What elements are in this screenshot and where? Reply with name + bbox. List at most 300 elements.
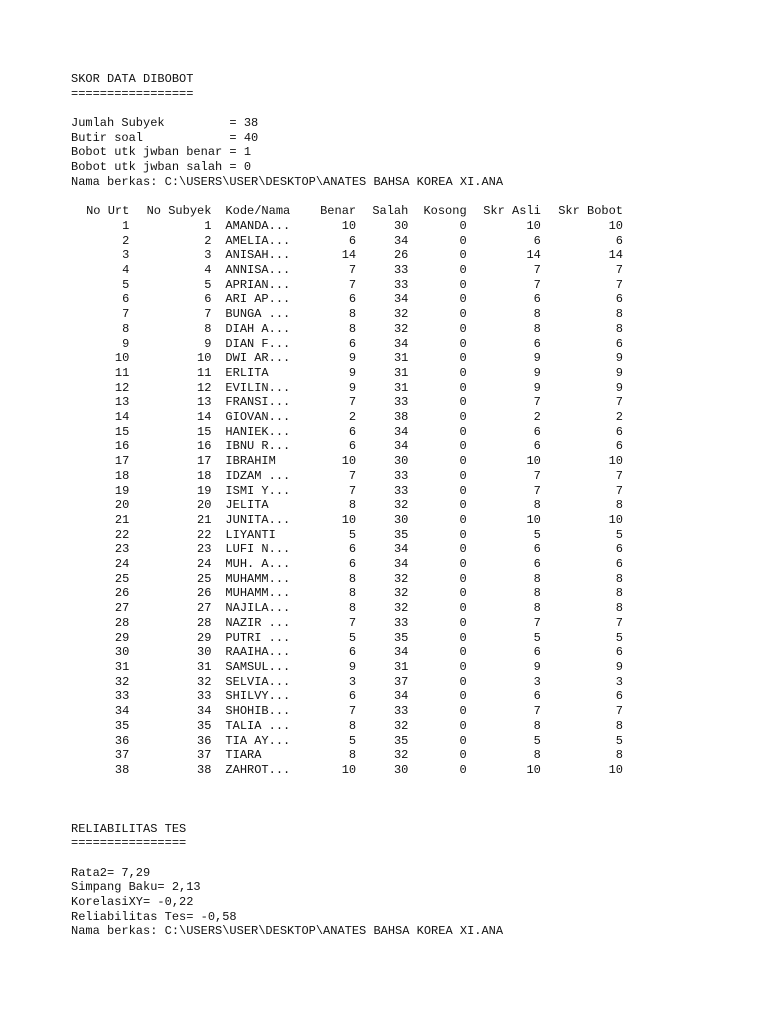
cell-no-subyek: 11 bbox=[197, 365, 212, 380]
table-row bbox=[71, 248, 623, 263]
cell-skr-asli: 3 bbox=[533, 674, 541, 689]
cell-skr-bobot: 7 bbox=[615, 263, 623, 277]
table-row bbox=[71, 631, 623, 646]
cell-no-subyek: 17 bbox=[197, 454, 212, 469]
table-row bbox=[71, 425, 623, 440]
cell-no-urt: 15 bbox=[114, 424, 130, 439]
table-row bbox=[71, 719, 623, 734]
cell-kode-nama: EVILIN... bbox=[225, 380, 291, 395]
cell-benar: 8 bbox=[348, 748, 357, 763]
reliabilitas-stats bbox=[71, 866, 671, 939]
cell-skr-asli: 7 bbox=[533, 615, 541, 630]
cell-no-urt: 7 bbox=[122, 307, 130, 322]
cell-skr-bobot: 7 bbox=[615, 277, 623, 292]
cell-skr-bobot: 6 bbox=[615, 689, 623, 704]
cell-no-urt: 10 bbox=[114, 351, 130, 366]
cell-benar: 6 bbox=[348, 557, 357, 572]
cell-no-subyek: 32 bbox=[197, 674, 212, 689]
cell-kode-nama: IDZAM ... bbox=[225, 468, 291, 483]
cell-kosong: 0 bbox=[459, 542, 467, 557]
cell-no-urt: 5 bbox=[122, 277, 130, 292]
cell-kode-nama: NAZIR ... bbox=[225, 615, 291, 630]
table-row bbox=[71, 660, 623, 675]
table-row bbox=[71, 704, 623, 719]
cell-skr-bobot: 5 bbox=[615, 630, 623, 645]
cell-no-subyek: 36 bbox=[197, 733, 212, 748]
cell-salah: 30 bbox=[393, 454, 409, 469]
cell-no-subyek: 29 bbox=[197, 630, 212, 645]
cell-kosong: 0 bbox=[459, 733, 467, 748]
meta-butir-soal: Butir soal = 40 bbox=[71, 130, 259, 145]
cell-skr-asli: 5 bbox=[533, 630, 541, 645]
cell-kosong: 0 bbox=[459, 762, 467, 777]
cell-no-urt: 21 bbox=[114, 512, 130, 527]
cell-no-urt: 17 bbox=[114, 454, 130, 469]
table-row bbox=[71, 263, 623, 278]
table-row bbox=[71, 601, 623, 616]
cell-skr-asli: 14 bbox=[526, 248, 541, 263]
cell-benar: 7 bbox=[348, 395, 357, 410]
cell-kosong: 0 bbox=[459, 321, 467, 336]
cell-kosong: 0 bbox=[459, 630, 467, 645]
header-no-urt: No Urt bbox=[86, 204, 130, 219]
cell-kosong: 0 bbox=[459, 483, 467, 498]
cell-skr-asli: 5 bbox=[533, 527, 541, 542]
table-row bbox=[71, 484, 623, 499]
cell-no-urt: 3 bbox=[122, 248, 130, 263]
cell-kosong: 0 bbox=[459, 439, 467, 454]
cell-no-subyek: 20 bbox=[197, 498, 212, 513]
cell-no-urt: 12 bbox=[114, 380, 130, 395]
cell-no-subyek: 19 bbox=[197, 483, 212, 498]
cell-no-subyek: 9 bbox=[204, 336, 212, 351]
cell-salah: 31 bbox=[393, 351, 409, 366]
cell-skr-bobot: 8 bbox=[615, 586, 623, 601]
cell-kode-nama: ARI AP... bbox=[225, 292, 291, 307]
cell-kosong: 0 bbox=[459, 233, 467, 248]
score-table-body bbox=[71, 219, 623, 778]
cell-no-subyek: 31 bbox=[197, 659, 212, 674]
cell-kode-nama: GIOVAN... bbox=[225, 410, 291, 425]
table-row bbox=[71, 572, 623, 587]
cell-benar: 10 bbox=[341, 454, 357, 469]
cell-no-subyek: 2 bbox=[204, 233, 212, 248]
cell-skr-bobot: 6 bbox=[615, 542, 623, 557]
header-benar: Benar bbox=[320, 204, 357, 219]
cell-benar: 8 bbox=[348, 321, 357, 336]
cell-salah: 32 bbox=[393, 571, 409, 586]
cell-benar: 7 bbox=[348, 468, 357, 483]
stat-simpang-baku: Simpang Baku= 2,13 bbox=[71, 880, 201, 895]
cell-no-urt: 4 bbox=[122, 263, 130, 277]
cell-no-urt: 9 bbox=[122, 336, 130, 351]
cell-no-subyek: 28 bbox=[197, 615, 212, 630]
cell-salah: 35 bbox=[393, 733, 409, 748]
cell-skr-asli: 2 bbox=[533, 410, 541, 425]
cell-no-urt: 14 bbox=[114, 410, 130, 425]
cell-no-subyek: 21 bbox=[197, 512, 212, 527]
table-row bbox=[71, 498, 623, 513]
cell-skr-asli: 7 bbox=[533, 483, 541, 498]
cell-skr-bobot: 8 bbox=[615, 307, 623, 322]
section-title-reliabilitas: RELIABILITAS TES bbox=[71, 821, 187, 836]
table-row bbox=[71, 675, 623, 690]
cell-no-urt: 28 bbox=[114, 615, 130, 630]
cell-no-subyek: 10 bbox=[197, 351, 212, 366]
cell-salah: 32 bbox=[393, 321, 409, 336]
header-kode-nama: Kode/Nama bbox=[225, 204, 291, 219]
cell-no-urt: 8 bbox=[122, 321, 130, 336]
cell-no-subyek: 37 bbox=[197, 748, 212, 763]
cell-salah: 34 bbox=[393, 645, 409, 660]
cell-no-urt: 13 bbox=[114, 395, 130, 410]
cell-benar: 7 bbox=[348, 615, 357, 630]
cell-kode-nama: IBNU R... bbox=[225, 439, 291, 454]
cell-salah: 32 bbox=[393, 748, 409, 763]
cell-kode-nama: JUNITA... bbox=[225, 512, 291, 527]
cell-no-subyek: 23 bbox=[197, 542, 212, 557]
header-kosong: Kosong bbox=[423, 204, 467, 219]
cell-kosong: 0 bbox=[459, 395, 467, 410]
cell-skr-bobot: 6 bbox=[615, 233, 623, 248]
cell-kosong: 0 bbox=[459, 336, 467, 351]
cell-kode-nama: AMELIA... bbox=[225, 233, 291, 248]
cell-no-subyek: 6 bbox=[204, 292, 212, 307]
cell-skr-bobot: 7 bbox=[615, 468, 623, 483]
cell-kode-nama: APRIAN... bbox=[225, 277, 291, 292]
cell-kosong: 0 bbox=[459, 689, 467, 704]
cell-salah: 38 bbox=[393, 410, 409, 425]
table-row bbox=[71, 557, 623, 572]
cell-benar: 6 bbox=[348, 645, 357, 660]
cell-skr-asli: 10 bbox=[526, 512, 541, 527]
cell-skr-bobot: 8 bbox=[615, 601, 623, 616]
cell-benar: 6 bbox=[348, 292, 357, 307]
cell-kode-nama: SHILVY... bbox=[225, 689, 291, 704]
cell-kode-nama: MUH. A... bbox=[225, 557, 291, 572]
cell-salah: 33 bbox=[393, 615, 409, 630]
cell-benar: 9 bbox=[348, 351, 357, 366]
cell-kode-nama: ERLITA bbox=[225, 365, 269, 380]
cell-skr-bobot: 7 bbox=[615, 615, 623, 630]
cell-salah: 34 bbox=[393, 557, 409, 572]
cell-kosong: 0 bbox=[459, 601, 467, 616]
cell-kode-nama: DWI AR... bbox=[225, 351, 291, 366]
cell-kode-nama: IBRAHIM bbox=[225, 454, 276, 469]
cell-salah: 34 bbox=[393, 542, 409, 557]
cell-benar: 7 bbox=[348, 483, 357, 498]
cell-kode-nama: LIYANTI bbox=[225, 527, 276, 542]
table-row bbox=[71, 381, 623, 396]
cell-skr-bobot: 8 bbox=[615, 571, 623, 586]
cell-skr-asli: 10 bbox=[526, 218, 541, 233]
table-row bbox=[71, 292, 623, 307]
cell-skr-bobot: 2 bbox=[615, 410, 623, 425]
cell-kode-nama: DIAH A... bbox=[225, 321, 291, 336]
cell-no-urt: 22 bbox=[114, 527, 130, 542]
table-row bbox=[71, 689, 623, 704]
section-title-skor: SKOR DATA DIBOBOT bbox=[71, 72, 194, 86]
cell-salah: 31 bbox=[393, 380, 409, 395]
cell-kosong: 0 bbox=[459, 351, 467, 366]
cell-skr-asli: 6 bbox=[533, 292, 541, 307]
cell-kode-nama: SELVIA... bbox=[225, 674, 291, 689]
cell-benar: 5 bbox=[348, 630, 357, 645]
cell-no-urt: 1 bbox=[122, 218, 130, 233]
cell-no-urt: 29 bbox=[114, 630, 130, 645]
cell-kosong: 0 bbox=[459, 263, 467, 277]
cell-no-subyek: 25 bbox=[197, 571, 212, 586]
cell-skr-asli: 6 bbox=[533, 233, 541, 248]
cell-kode-nama: PUTRI ... bbox=[225, 630, 291, 645]
cell-no-subyek: 30 bbox=[197, 645, 212, 660]
cell-kode-nama: MUHAMM... bbox=[225, 571, 291, 586]
cell-no-urt: 20 bbox=[114, 498, 130, 513]
table-row bbox=[71, 528, 623, 543]
cell-kosong: 0 bbox=[459, 718, 467, 733]
cell-salah: 35 bbox=[393, 527, 409, 542]
cell-no-urt: 16 bbox=[114, 439, 130, 454]
cell-benar: 3 bbox=[348, 674, 357, 689]
cell-salah: 37 bbox=[393, 674, 409, 689]
cell-kosong: 0 bbox=[459, 645, 467, 660]
cell-salah: 33 bbox=[393, 483, 409, 498]
cell-benar: 6 bbox=[348, 542, 357, 557]
cell-salah: 32 bbox=[393, 586, 409, 601]
table-row bbox=[71, 586, 623, 601]
cell-skr-bobot: 6 bbox=[615, 424, 623, 439]
cell-no-subyek: 38 bbox=[197, 762, 212, 777]
cell-kode-nama: AMANDA... bbox=[225, 218, 291, 233]
stat-nama-berkas: Nama berkas: C:\USERS\USER\DESKTOP\ANATES BAHSA KOREA XI.ANA bbox=[71, 924, 504, 939]
table-row bbox=[71, 219, 623, 234]
cell-skr-asli: 8 bbox=[533, 571, 541, 586]
cell-skr-asli: 6 bbox=[533, 336, 541, 351]
cell-no-urt: 24 bbox=[114, 557, 130, 572]
header-skr-bobot: Skr Bobot bbox=[558, 204, 623, 219]
cell-skr-bobot: 8 bbox=[615, 498, 623, 513]
cell-kode-nama: ANNISA... bbox=[225, 263, 291, 277]
cell-no-subyek: 4 bbox=[204, 263, 212, 277]
stat-rata2: Rata2= 7,29 bbox=[71, 865, 151, 880]
table-row bbox=[71, 234, 623, 249]
cell-kode-nama: JELITA bbox=[225, 498, 269, 513]
cell-skr-asli: 8 bbox=[533, 601, 541, 616]
cell-skr-asli: 8 bbox=[533, 586, 541, 601]
cell-no-subyek: 15 bbox=[197, 424, 212, 439]
cell-no-subyek: 22 bbox=[197, 527, 212, 542]
cell-no-subyek: 33 bbox=[197, 689, 212, 704]
cell-skr-bobot: 9 bbox=[615, 351, 623, 366]
cell-benar: 6 bbox=[348, 424, 357, 439]
meta-nama-berkas: Nama berkas: C:\USERS\USER\DESKTOP\ANATES BAHSA KOREA XI.ANA bbox=[71, 174, 504, 189]
cell-skr-bobot: 14 bbox=[608, 248, 623, 263]
cell-no-urt: 23 bbox=[114, 542, 130, 557]
cell-skr-bobot: 8 bbox=[615, 748, 623, 763]
cell-skr-bobot: 9 bbox=[615, 659, 623, 674]
cell-kosong: 0 bbox=[459, 468, 467, 483]
meta-jumlah-subyek: Jumlah Subyek = 38 bbox=[71, 116, 259, 131]
cell-salah: 30 bbox=[393, 762, 409, 777]
cell-skr-asli: 6 bbox=[533, 424, 541, 439]
cell-no-subyek: 14 bbox=[197, 410, 212, 425]
cell-no-subyek: 12 bbox=[197, 380, 212, 395]
table-row bbox=[71, 469, 623, 484]
cell-skr-asli: 9 bbox=[533, 351, 541, 366]
cell-skr-asli: 6 bbox=[533, 542, 541, 557]
cell-salah: 32 bbox=[393, 498, 409, 513]
cell-skr-bobot: 5 bbox=[615, 527, 623, 542]
table-row bbox=[71, 542, 623, 557]
cell-no-urt: 30 bbox=[114, 645, 130, 660]
cell-benar: 6 bbox=[348, 336, 357, 351]
score-table bbox=[71, 204, 623, 777]
cell-no-subyek: 35 bbox=[197, 718, 212, 733]
header-skr-asli: Skr Asli bbox=[483, 204, 541, 219]
cell-salah: 32 bbox=[393, 718, 409, 733]
cell-skr-asli: 9 bbox=[533, 659, 541, 674]
cell-skr-asli: 7 bbox=[533, 395, 541, 410]
table-row bbox=[71, 439, 623, 454]
table-row bbox=[71, 395, 623, 410]
cell-skr-asli: 6 bbox=[533, 645, 541, 660]
cell-kode-nama: SAMSUL... bbox=[225, 659, 291, 674]
cell-skr-bobot: 8 bbox=[615, 718, 623, 733]
cell-benar: 10 bbox=[341, 512, 357, 527]
stat-korelasi-xy: KorelasiXY= -0,22 bbox=[71, 895, 194, 910]
cell-skr-asli: 6 bbox=[533, 439, 541, 454]
cell-skr-bobot: 8 bbox=[615, 321, 623, 336]
cell-salah: 32 bbox=[393, 601, 409, 616]
cell-skr-bobot: 10 bbox=[608, 762, 623, 777]
cell-no-subyek: 16 bbox=[197, 439, 212, 454]
cell-skr-asli: 6 bbox=[533, 557, 541, 572]
cell-salah: 33 bbox=[393, 468, 409, 483]
cell-no-subyek: 26 bbox=[197, 586, 212, 601]
cell-salah: 31 bbox=[393, 365, 409, 380]
cell-benar: 6 bbox=[348, 233, 357, 248]
cell-salah: 33 bbox=[393, 704, 409, 719]
cell-skr-asli: 7 bbox=[533, 263, 541, 277]
cell-kosong: 0 bbox=[459, 615, 467, 630]
cell-kosong: 0 bbox=[459, 527, 467, 542]
table-row bbox=[71, 513, 623, 528]
cell-skr-bobot: 9 bbox=[615, 365, 623, 380]
cell-kode-nama: TIA AY... bbox=[225, 733, 291, 748]
cell-no-urt: 2 bbox=[122, 233, 130, 248]
cell-kosong: 0 bbox=[459, 410, 467, 425]
cell-benar: 5 bbox=[348, 733, 357, 748]
table-row bbox=[71, 351, 623, 366]
cell-salah: 26 bbox=[393, 248, 409, 263]
cell-no-subyek: 7 bbox=[204, 307, 212, 322]
cell-kosong: 0 bbox=[459, 292, 467, 307]
cell-kosong: 0 bbox=[459, 380, 467, 395]
cell-kosong: 0 bbox=[459, 748, 467, 763]
section-underline-reliabilitas: ================ bbox=[71, 836, 187, 851]
cell-kosong: 0 bbox=[459, 586, 467, 601]
cell-no-subyek: 3 bbox=[204, 248, 212, 263]
cell-salah: 34 bbox=[393, 424, 409, 439]
cell-benar: 8 bbox=[348, 586, 357, 601]
cell-no-subyek: 24 bbox=[197, 557, 212, 572]
cell-benar: 10 bbox=[341, 762, 357, 777]
cell-benar: 8 bbox=[348, 498, 357, 513]
table-row bbox=[71, 748, 623, 763]
cell-benar: 8 bbox=[348, 601, 357, 616]
cell-kode-nama: ANISAH... bbox=[225, 248, 291, 263]
cell-kode-nama: ISMI Y... bbox=[225, 483, 291, 498]
cell-skr-asli: 7 bbox=[533, 468, 541, 483]
cell-kosong: 0 bbox=[459, 704, 467, 719]
cell-no-urt: 26 bbox=[114, 586, 130, 601]
cell-no-subyek: 34 bbox=[197, 704, 212, 719]
cell-skr-asli: 5 bbox=[533, 733, 541, 748]
cell-no-urt: 32 bbox=[114, 674, 130, 689]
cell-salah: 30 bbox=[393, 218, 409, 233]
cell-kosong: 0 bbox=[459, 424, 467, 439]
cell-kosong: 0 bbox=[459, 307, 467, 322]
cell-kosong: 0 bbox=[459, 571, 467, 586]
cell-benar: 5 bbox=[348, 527, 357, 542]
cell-kode-nama: DIAN F... bbox=[225, 336, 291, 351]
cell-kosong: 0 bbox=[459, 557, 467, 572]
cell-salah: 33 bbox=[393, 395, 409, 410]
cell-skr-asli: 10 bbox=[526, 762, 541, 777]
cell-no-subyek: 13 bbox=[197, 395, 212, 410]
cell-benar: 8 bbox=[348, 307, 357, 322]
cell-no-urt: 37 bbox=[114, 748, 130, 763]
cell-no-urt: 27 bbox=[114, 601, 130, 616]
cell-benar: 6 bbox=[348, 689, 357, 704]
meta-bobot-benar: Bobot utk jwban benar = 1 bbox=[71, 145, 252, 160]
cell-no-subyek: 18 bbox=[197, 468, 212, 483]
cell-benar: 9 bbox=[348, 380, 357, 395]
cell-benar: 6 bbox=[348, 439, 357, 454]
cell-kode-nama: MUHAMM... bbox=[225, 586, 291, 601]
cell-skr-asli: 8 bbox=[533, 321, 541, 336]
cell-benar: 10 bbox=[341, 218, 357, 233]
cell-kode-nama: SHOHIB... bbox=[225, 704, 291, 719]
cell-no-urt: 38 bbox=[114, 762, 130, 777]
header-salah: Salah bbox=[372, 204, 409, 219]
cell-skr-asli: 9 bbox=[533, 365, 541, 380]
cell-kosong: 0 bbox=[459, 498, 467, 513]
table-row bbox=[71, 337, 623, 352]
document-page bbox=[71, 72, 671, 939]
cell-salah: 34 bbox=[393, 439, 409, 454]
cell-kode-nama: LUFI N... bbox=[225, 542, 291, 557]
stat-reliabilitas-tes: Reliabilitas Tes= -0,58 bbox=[71, 909, 237, 924]
cell-kode-nama: ZAHROT... bbox=[225, 762, 291, 777]
cell-no-subyek: 5 bbox=[204, 277, 212, 292]
cell-kode-nama: NAJILA... bbox=[225, 601, 291, 616]
cell-kode-nama: RAAIHA... bbox=[225, 645, 291, 660]
cell-no-subyek: 27 bbox=[197, 601, 212, 616]
cell-skr-bobot: 10 bbox=[608, 512, 623, 527]
cell-skr-bobot: 7 bbox=[615, 483, 623, 498]
cell-skr-asli: 10 bbox=[526, 454, 541, 469]
cell-kosong: 0 bbox=[459, 674, 467, 689]
cell-kode-nama: BUNGA ... bbox=[225, 307, 291, 322]
cell-kosong: 0 bbox=[459, 277, 467, 292]
table-row bbox=[71, 734, 623, 749]
cell-skr-asli: 8 bbox=[533, 748, 541, 763]
table-row bbox=[71, 278, 623, 293]
cell-kode-nama: FRANSI... bbox=[225, 395, 291, 410]
cell-salah: 30 bbox=[393, 512, 409, 527]
cell-benar: 9 bbox=[348, 365, 357, 380]
